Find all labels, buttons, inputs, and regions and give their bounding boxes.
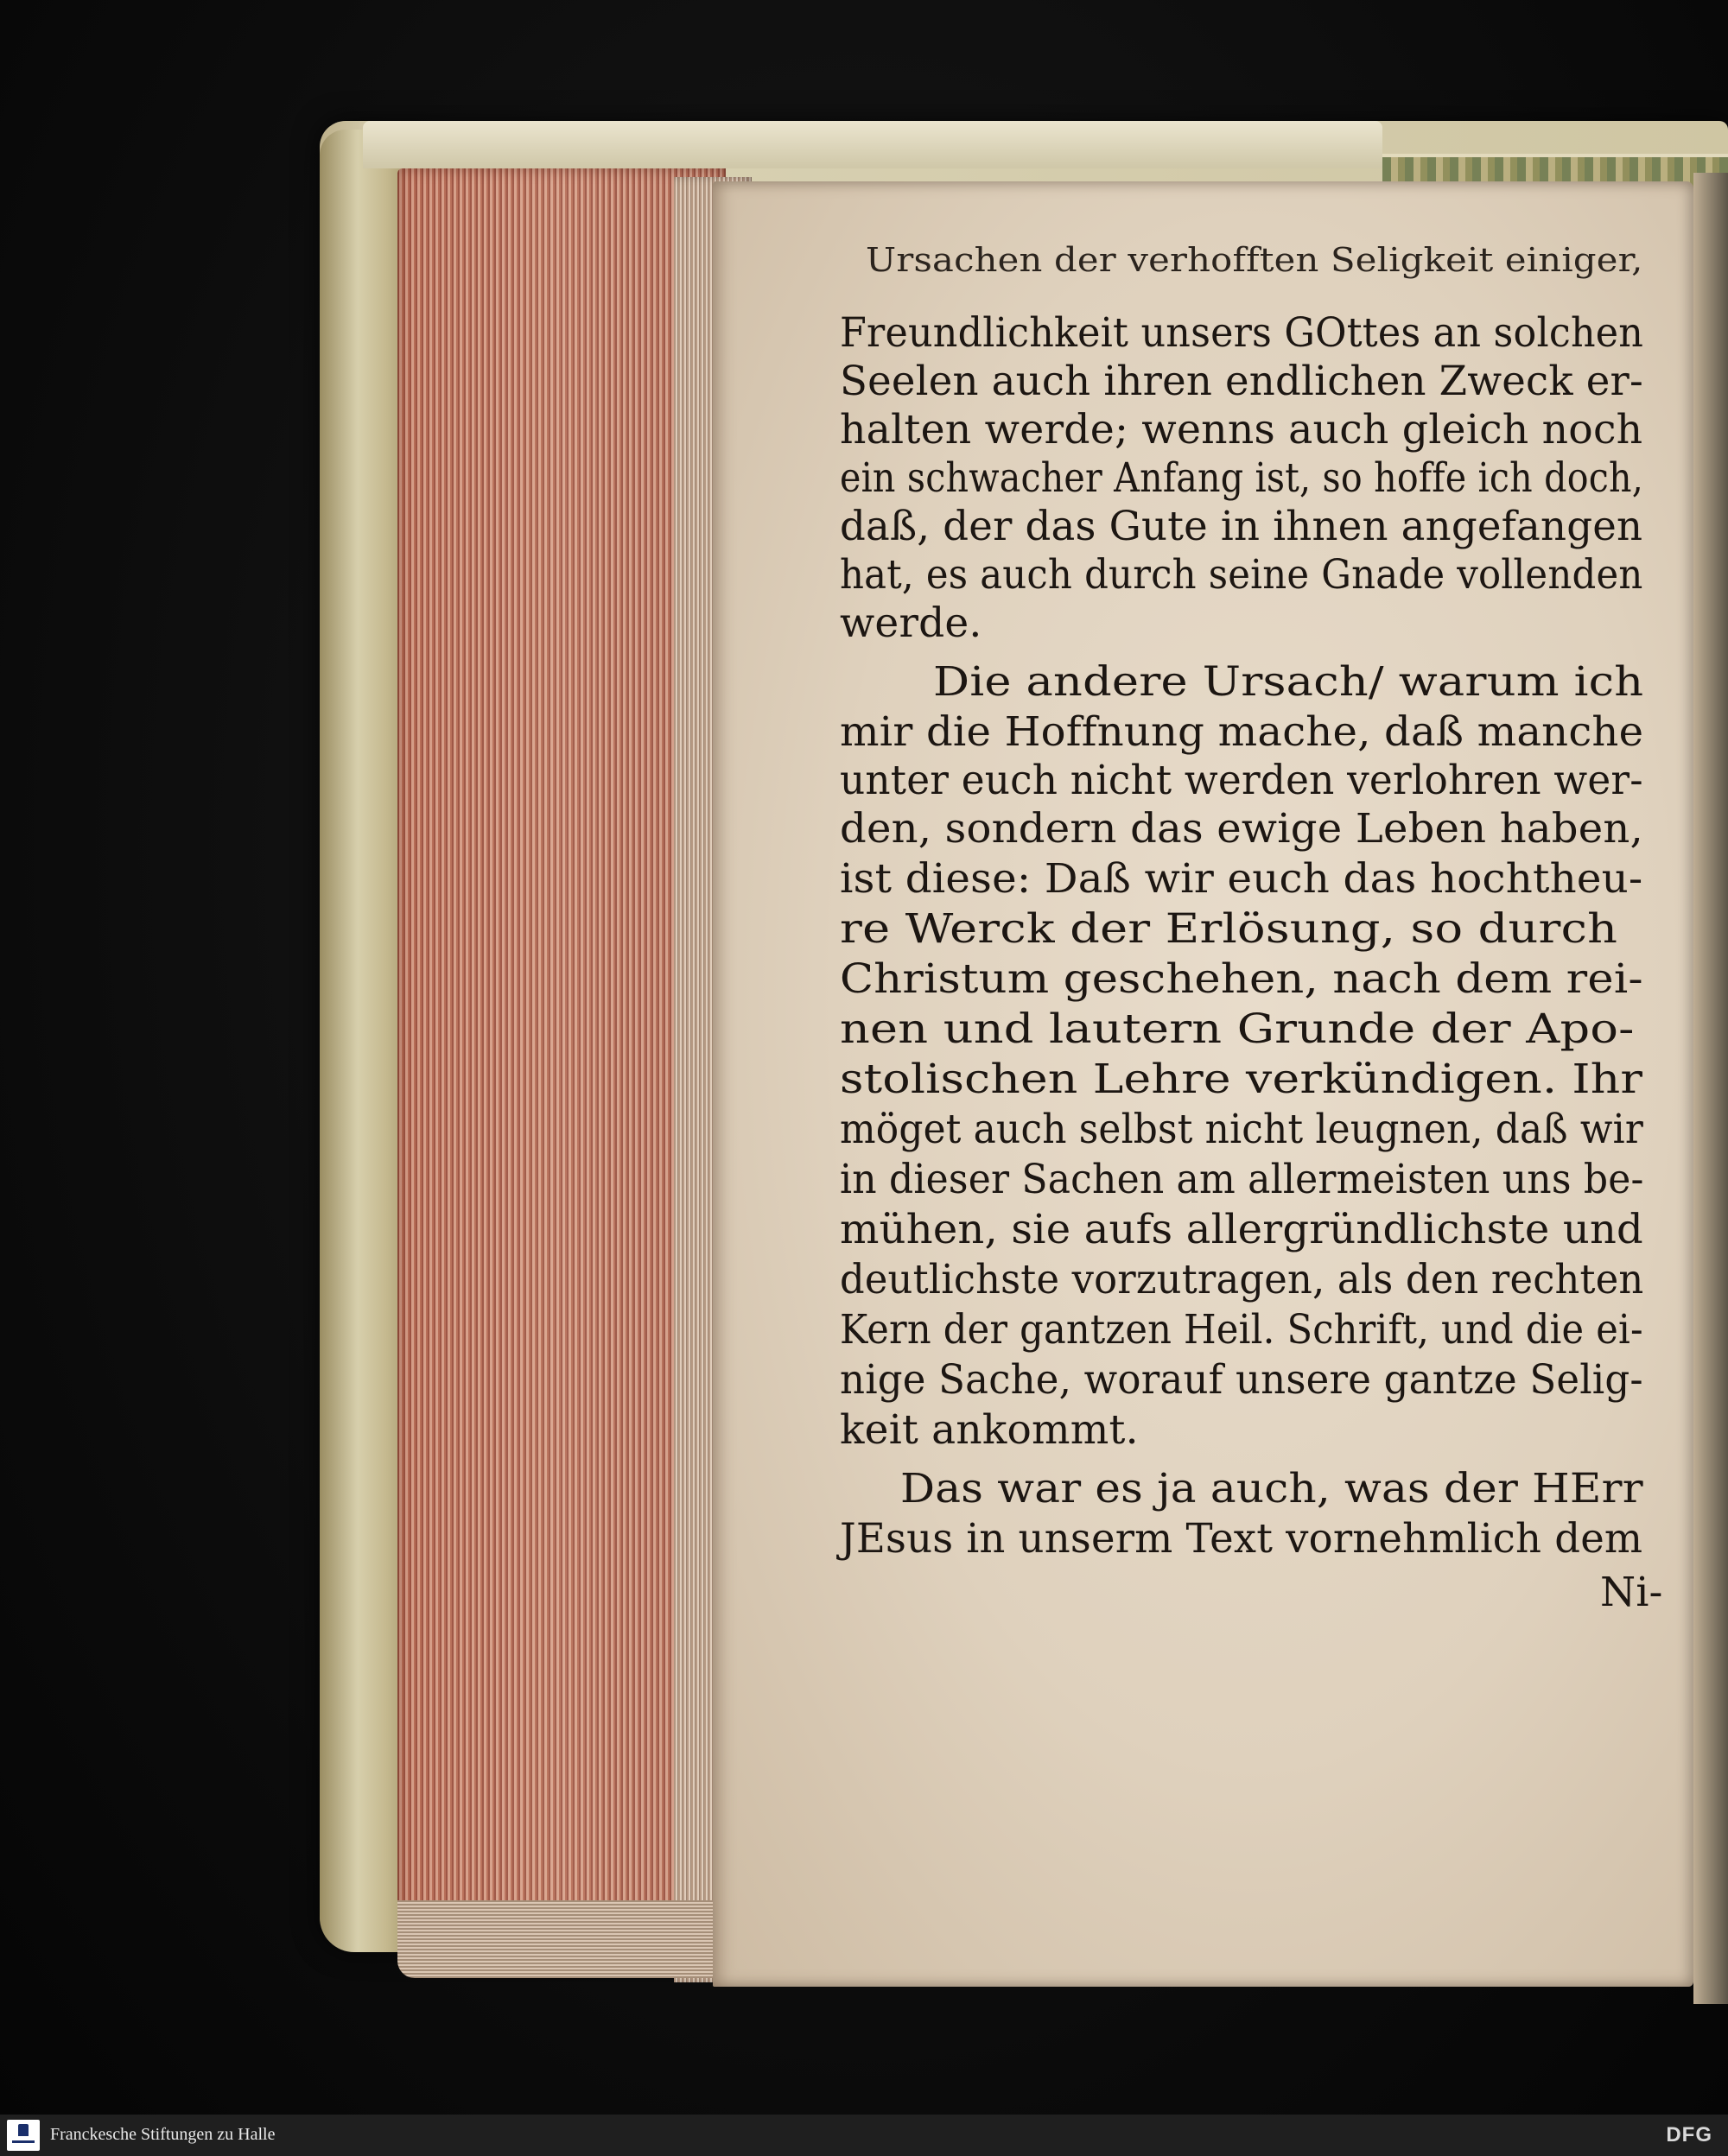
institution-credit: Franckesche Stiftungen zu Halle — [50, 2125, 276, 2144]
text-line: in dieser Sachen am allermeisten uns be- — [840, 1156, 1644, 1203]
institution-logo-icon — [7, 2120, 40, 2151]
text-line: Freundlichkeit unsers GOttes an solchen — [840, 309, 1644, 357]
text-line: mir die Hoffnung mache, daß manche — [840, 708, 1644, 756]
text-line: Das war es ja auch, was der HErr — [900, 1465, 1643, 1512]
text-line: den, sondern das ewige Leben haben, — [840, 805, 1643, 853]
viewer-footer — [0, 2115, 1728, 2156]
text-line: Die andere Ursach/ warum ich — [933, 658, 1644, 706]
text-line: nige Sache, worauf unsere gantze Selig- — [840, 1356, 1643, 1404]
text-line: Seelen auch ihren endlichen Zweck er- — [840, 358, 1643, 405]
text-line: JEsus in unserm Text vornehmlich dem — [840, 1515, 1643, 1563]
text-line: Christum geschehen, nach dem rei- — [840, 955, 1643, 1003]
facing-page-edge — [1693, 173, 1728, 2004]
text-line: deutlichste vorzutragen, als den rechten — [840, 1256, 1644, 1303]
text-line: werde. — [840, 599, 982, 647]
text-line: keit ankommt. — [840, 1406, 1139, 1454]
catchword: Ni- — [1600, 1569, 1663, 1616]
text-line: hat, es auch durch seine Gnade vollenden — [840, 551, 1643, 599]
text-line: re Werck der Erlösung, so durch — [840, 905, 1618, 953]
text-line: ist diese: Daß wir euch das hochtheu- — [840, 855, 1643, 903]
book-cover-top — [363, 121, 1382, 168]
running-header: Ursachen der verhofften Seligkeit einiger, — [866, 241, 1643, 279]
text-line: halten werde; wenns auch gleich noch — [840, 406, 1643, 453]
text-line: stolischen Lehre verkündigen. Ihr — [840, 1056, 1643, 1103]
dfg-logo: DFG — [1666, 2123, 1712, 2146]
text-line: unter euch nicht werden verlohren wer- — [840, 757, 1643, 804]
text-line: daß, der das Gute in ihnen angefangen — [840, 503, 1643, 550]
text-line: Kern der gantzen Heil. Schrift, und die ei- — [840, 1306, 1643, 1354]
text-line: ein schwacher Anfang ist, so hoffe ich doch, — [840, 454, 1644, 502]
text-line: möget auch selbst nicht leugnen, daß wir — [840, 1106, 1643, 1153]
text-line: mühen, sie aufs allergründlichste und — [840, 1206, 1643, 1253]
text-line: nen und lautern Grunde der Apo- — [840, 1005, 1635, 1053]
